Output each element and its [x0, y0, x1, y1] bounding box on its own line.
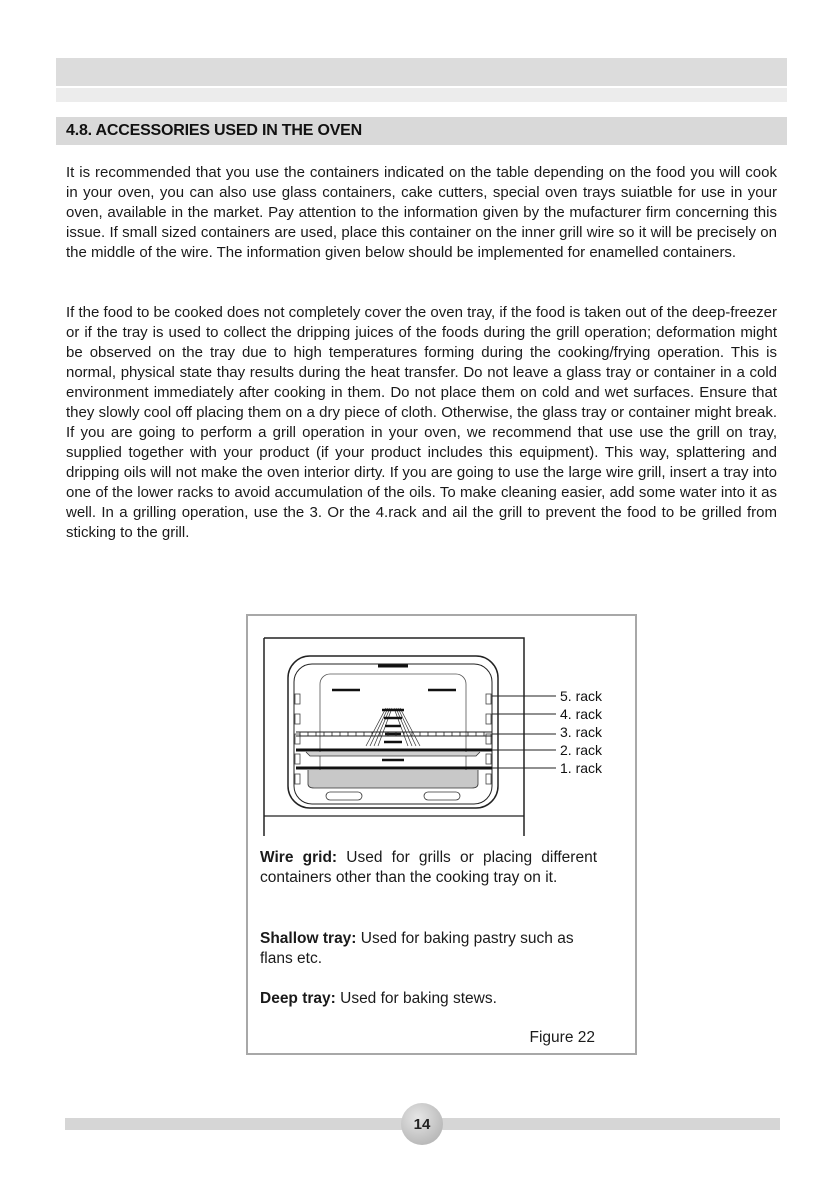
shallow-tray-description: [260, 929, 597, 969]
wire-grid-text: Used for grills or placing different containers other than the cooking tray on it.: [260, 849, 597, 886]
rack-label-5: 5. rack: [560, 688, 603, 704]
deep-tray-text: Used for baking stews.: [335, 990, 497, 1007]
header-band-lower: [56, 88, 787, 102]
deep-tray-term: Deep tray:: [260, 990, 336, 1007]
paragraph-deformation: If the food to be cooked does not completely cover the oven tray, if the food is taken out of the deep-freezer or if the tray is used to collect the dripping juices of the foods during the grill operation; deformation might be observed on the tray due to high temperatures forming during the cooking/frying operation. This is normal, physical state thay results during the heat transfer. Do not leave a glass tray or container in a cold environment immediately after cooking in them. Do not place them on cold and wet surfaces. Ensure that they slowly cool off placing them on a dry piece of cloth. Otherwise, the glass tray or container might break. If you are going to perform a grill operation in your oven, we recommend that use use the grill on tray, supplied together with your product (if your product includes this equipment). This way, splattering and dripping oils will not make the oven interior dirty. If you are going to use the large wire grill, insert a tray into one of the lower racks to avoid accumulation of the oils. To make cleaning easier, add some water into it as well. In a grilling operation, use the 3. Or the 4.rack and ail the grill to prevent the food to be grilled from sticking to the grill.: [66, 304, 777, 541]
deep-tray-shape: [296, 768, 492, 788]
shallow-tray-shape: [296, 750, 492, 760]
fan-icon: [366, 708, 420, 746]
shallow-tray-text: Used for baking pastry such as flans etc.: [260, 930, 574, 967]
wire-grid-term: Wire grid:: [260, 849, 338, 866]
rack-label-2: 2. rack: [560, 742, 603, 758]
page-number-badge: [401, 1103, 443, 1145]
figure-22-box: [246, 614, 637, 1055]
section-heading-bar: [56, 117, 787, 145]
section-title: 4.8. ACCESSORIES USED IN THE OVEN: [66, 122, 362, 139]
figure-caption: Figure 22: [529, 1029, 595, 1046]
rack-label-4: 4. rack: [560, 706, 603, 722]
rack-label-3: 3. rack: [560, 724, 603, 740]
shallow-tray-term: Shallow tray:: [260, 930, 357, 947]
page-number: 14: [413, 1115, 431, 1133]
deep-tray-description: [260, 989, 597, 1009]
header-band: [56, 58, 787, 86]
oven-diagram: [248, 616, 635, 856]
rack-label-1: 1. rack: [560, 760, 603, 776]
wire-grid-description: [260, 848, 597, 888]
paragraph-containers: It is recommended that you use the containers indicated on the table depending on the food you will cook in your oven, you can also use glass containers, cake cutters, special oven trays suiatble for use in your oven, available in the market. Pay attention to the information given by the mufacturer firm concerning this issue. If small sized containers are used, place this container on the inner grill wire so it will be precisely on the middle of the wire. The information given below should be implemented for enamelled containers.: [66, 164, 777, 261]
